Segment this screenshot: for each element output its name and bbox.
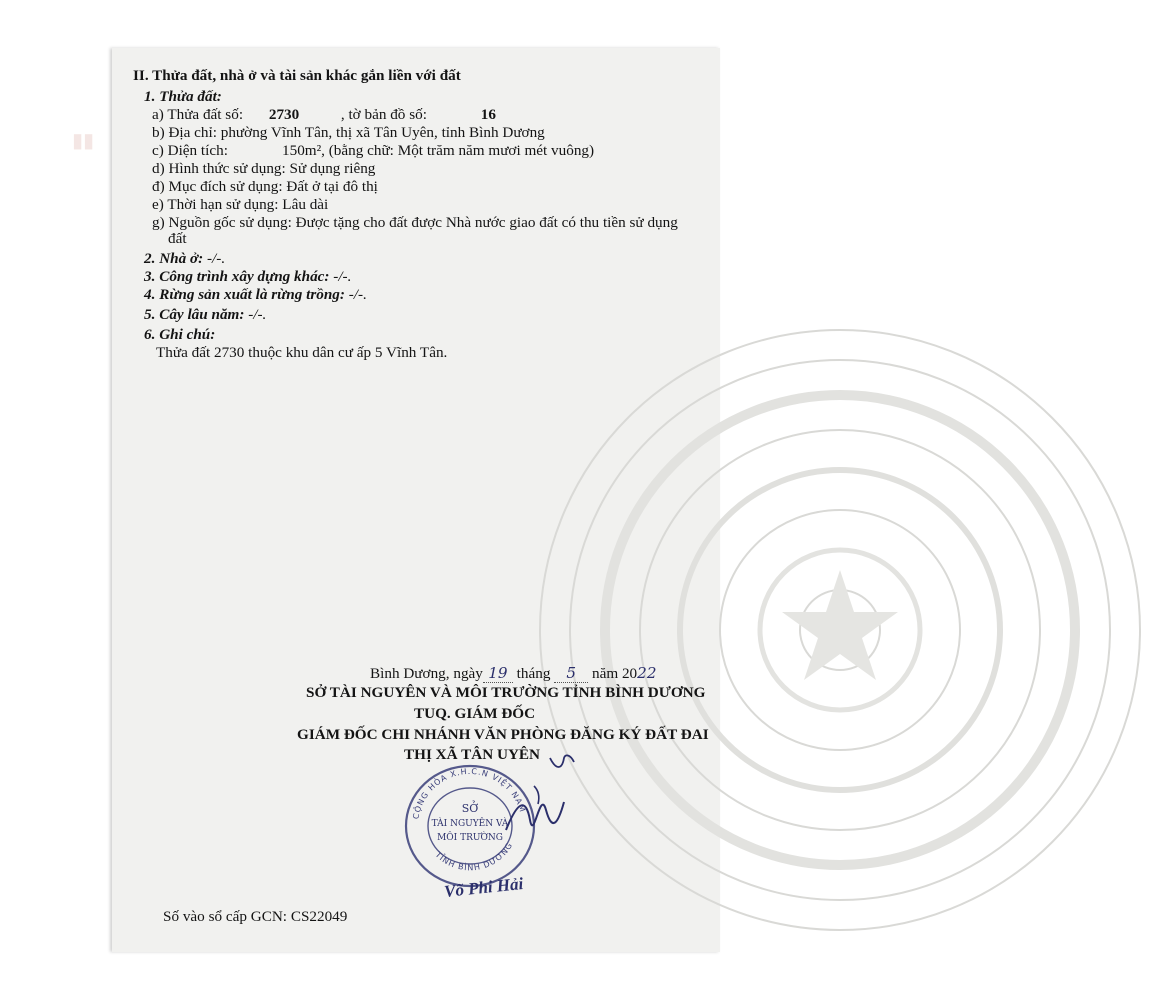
authority-line4: THỊ XÃ TÂN UYÊN	[404, 746, 541, 763]
area-label: c) Diện tích:	[152, 142, 228, 159]
land-address: b) Địa chỉ: phường Vĩnh Tân, thị xã Tân Uyên, tỉnh Bình Dương	[152, 124, 545, 141]
area-value: 150m², (bằng chữ: Một trăm năm mươi mét vuông)	[282, 142, 595, 159]
date-prefix: Bình Dương, ngày	[370, 665, 483, 682]
land-heading: 1. Thửa đất:	[144, 88, 222, 105]
initials-icon	[548, 752, 576, 772]
map-number: 16	[480, 106, 496, 123]
construction-label: 3. Công trình xây dựng khác:	[144, 268, 330, 285]
svg-text:TỈNH BÌNH DƯƠNG	[433, 841, 515, 873]
stamp-bottom-text: TỈNH BÌNH DƯƠNG	[433, 840, 515, 873]
signer-name: Võ Phi Hải	[443, 873, 525, 902]
map-label: , tờ bản đồ số:	[340, 106, 427, 123]
forest-label: 4. Rừng sản xuất là rừng trồng:	[144, 286, 345, 303]
stamp-center-1: SỞ	[461, 802, 479, 815]
authority-line2: TUQ. GIÁM ĐỐC	[414, 705, 536, 722]
faint-red-mark: ▮▮	[72, 130, 95, 152]
house-label: 2. Nhà ở:	[144, 250, 204, 267]
land-parcel-line	[152, 106, 496, 124]
land-origin: g) Nguồn gốc sử dụng: Được tặng cho đất được Nhà nước giao đất có thu tiền sử dụng	[152, 214, 678, 231]
perennial-value: -/-.	[244, 306, 267, 323]
registry-number: Số vào sổ cấp GCN: CS22049	[163, 908, 348, 925]
issue-date	[370, 664, 656, 683]
perennial-line	[144, 306, 266, 324]
parcel-label: a) Thửa đất số:	[152, 106, 244, 123]
forest-value: -/-.	[344, 286, 367, 303]
land-use-term: e) Thời hạn sử dụng: Lâu dài	[152, 196, 329, 213]
notes-label: 6. Ghi chú:	[144, 326, 216, 343]
signature-icon	[500, 780, 570, 840]
construction-value: -/-.	[329, 268, 352, 285]
house-line	[144, 250, 225, 268]
notes-text: Thửa đất 2730 thuộc khu dân cư ấp 5 Vĩnh Tân.	[156, 344, 448, 361]
date-month: 5	[554, 664, 588, 683]
parcel-number: 2730	[268, 106, 300, 123]
date-month-label: tháng	[516, 665, 551, 682]
forest-line	[144, 286, 367, 304]
section-title: II. Thửa đất, nhà ở và tài sản khác gắn liền với đất	[133, 67, 461, 84]
stamp-center-2: TÀI NGUYÊN VÀ	[431, 819, 509, 829]
authority-line1: SỞ TÀI NGUYÊN VÀ MÔI TRƯỜNG TỈNH BÌNH DƯƠNG	[306, 684, 706, 701]
perennial-label: 5. Cây lâu năm:	[144, 306, 245, 323]
construction-line	[144, 268, 351, 286]
date-day: 19	[483, 664, 513, 683]
stamp-center-3: MÔI TRƯỜNG	[437, 833, 503, 843]
land-area-line	[152, 142, 594, 160]
land-origin-cont: đất	[168, 230, 187, 247]
land-use-purpose: đ) Mục đích sử dụng: Đất ở tại đô thị	[152, 178, 378, 195]
date-year-label: năm 20	[592, 665, 638, 682]
stamp-ring-text: CỘNG HÒA X.H.C.N VIỆT NAM	[411, 766, 528, 820]
house-value: -/-.	[203, 250, 226, 267]
date-year-suffix: 22	[637, 664, 657, 682]
authority-line3: GIÁM ĐỐC CHI NHÁNH VĂN PHÒNG ĐĂNG KÝ ĐẤT ĐAI	[297, 726, 709, 743]
land-use-form: d) Hình thức sử dụng: Sử dụng riêng	[152, 160, 376, 177]
